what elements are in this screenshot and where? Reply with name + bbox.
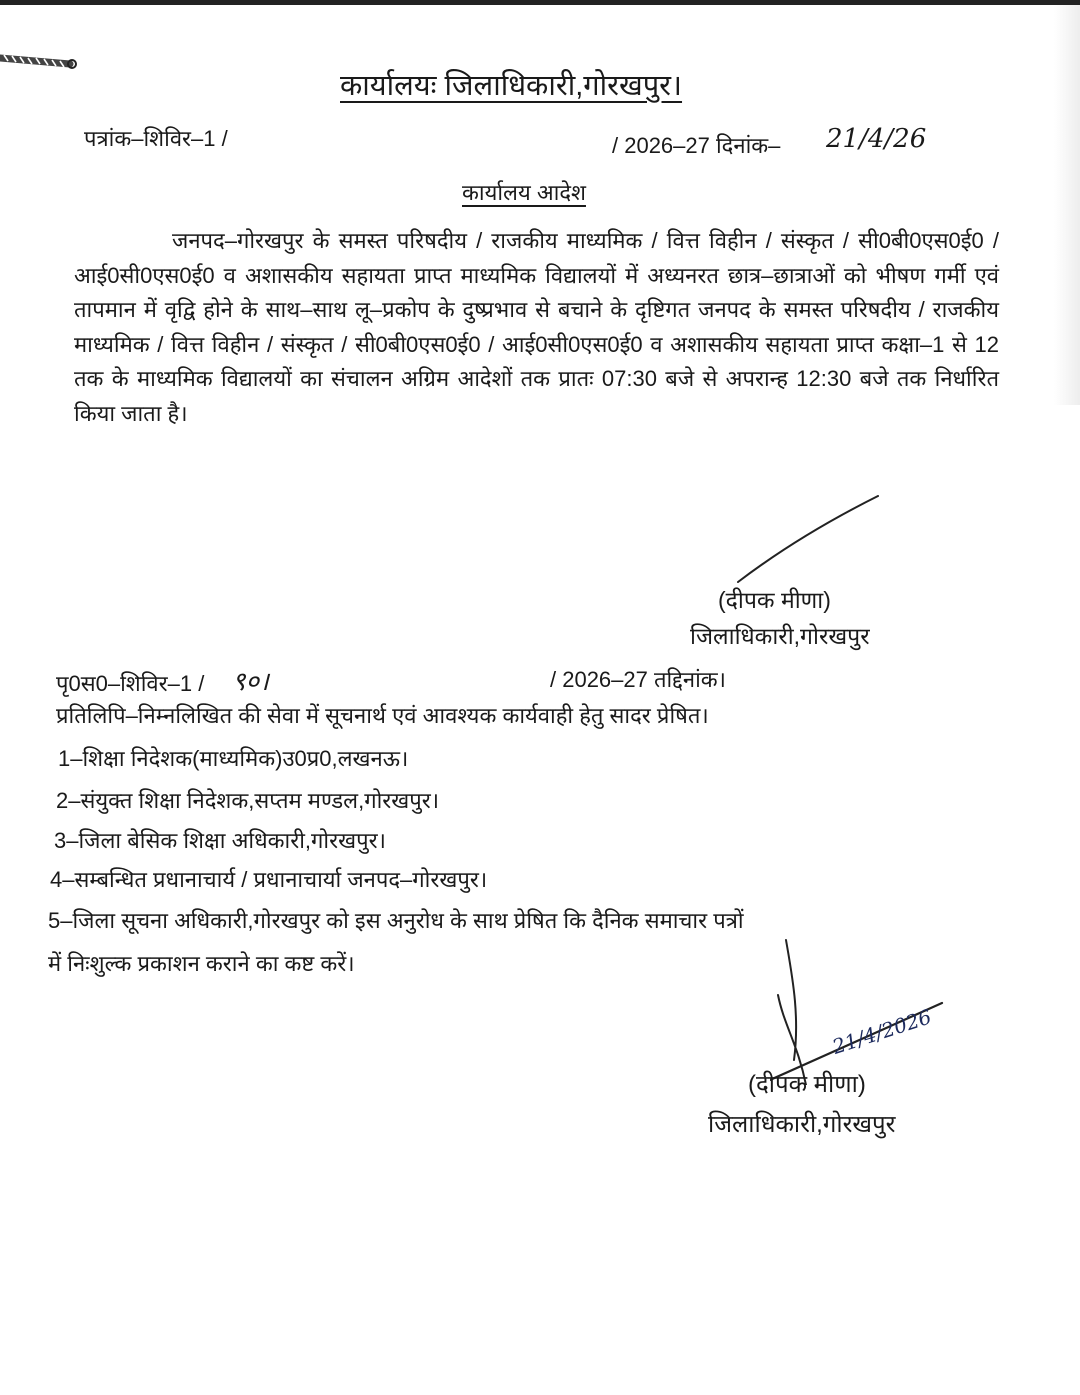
copy-list-item: में निःशुल्क प्रकाशन कराने का कष्ट करें। [48,951,355,976]
signatory-1-designation: जिलाधिकारी,गोरखपुर [690,623,870,649]
signatory-2-name: (दीपक मीणा) [748,1071,866,1098]
copy-list-item: 4–सम्बन्धित प्रधानाचार्य / प्रधानाचार्या जनपद–गोरखपुर। [50,867,488,892]
order-body-paragraph: जनपद–गोरखपुर के समस्त परिषदीय / राजकीय माध्यमिक / वित्त विहीन / संस्कृत / सी0बी0एस0ई0 / आई0सी0एस0ई0 व अशासकीय सहायता प्राप्त माध्यमिक विद्यालयों में अध्यनरत छात्र–छात्राओं को भीषण गर्मी एवं तापमान में वृद्वि होने के साथ–साथ लू–प्रकोप के दुष्प्रभाव से बचाने के दृष्टिगत जनपद के समस्त परिषदीय / राजकीय माध्यमिक / वित्त विहीन / संस्कृत / सी0बी0एस0ई0 / आई0सी0एस0ई0 व अशासकीय सहायता प्राप्त कक्षा–1 से 12 तक के माध्यमिक विद्यालयों का संचालन अग्रिम आदेशों तक प्रातः 07:30 बजे से अपरान्ह 12:30 बजे तक निर्धारित किया जाता है। [74,228,999,426]
letter-number: पत्रांक–शिविर–1 / [84,126,228,151]
handwritten-date: 21/4/26 [826,124,927,154]
paper-edge-shadow [1054,5,1080,405]
copy-intro: प्रतिलिपि–निम्नलिखित की सेवा में सूचनार्थ एवं आवश्यक कार्यवाही हेतु सादर प्रेषित। [56,703,709,728]
top-border [0,0,1080,5]
copy-list-item: 5–जिला सूचना अधिकारी,गोरखपुर को इस अनुरोध के साथ प्रेषित कि दैनिक समाचार पत्रों [48,908,744,933]
stapler-pin-icon [0,50,80,80]
signatory-1-name: (दीपक मीणा) [718,587,831,613]
copy-list-item: 2–संयुक्त शिक्षा निदेशक,सप्तम मण्डल,गोरखपुर। [56,788,440,813]
order-heading: कार्यालय आदेश [462,180,586,205]
copy-year-label: / 2026–27 तद्दिनांक। [550,667,727,692]
copy-reference-handwritten: ९०। [232,667,269,697]
year-date-label: / 2026–27 दिनांक– [612,133,781,158]
copy-reference: पृ0स0–शिविर–1 / [56,671,205,696]
signature-1-icon [730,490,890,590]
signature-2-handwritten-date: 21/4/2026 [829,1004,935,1059]
copy-list-item: 1–शिक्षा निदेशक(माध्यमिक)उ0प्र0,लखनऊ। [58,746,409,771]
signature-2-icon [770,935,960,1085]
copy-list-item: 3–जिला बेसिक शिक्षा अधिकारी,गोरखपुर। [54,828,386,853]
signatory-2-designation: जिलाधिकारी,गोरखपुर [708,1111,896,1138]
office-title: कार्यालयः जिलाधिकारी,गोरखपुर। [340,70,683,102]
